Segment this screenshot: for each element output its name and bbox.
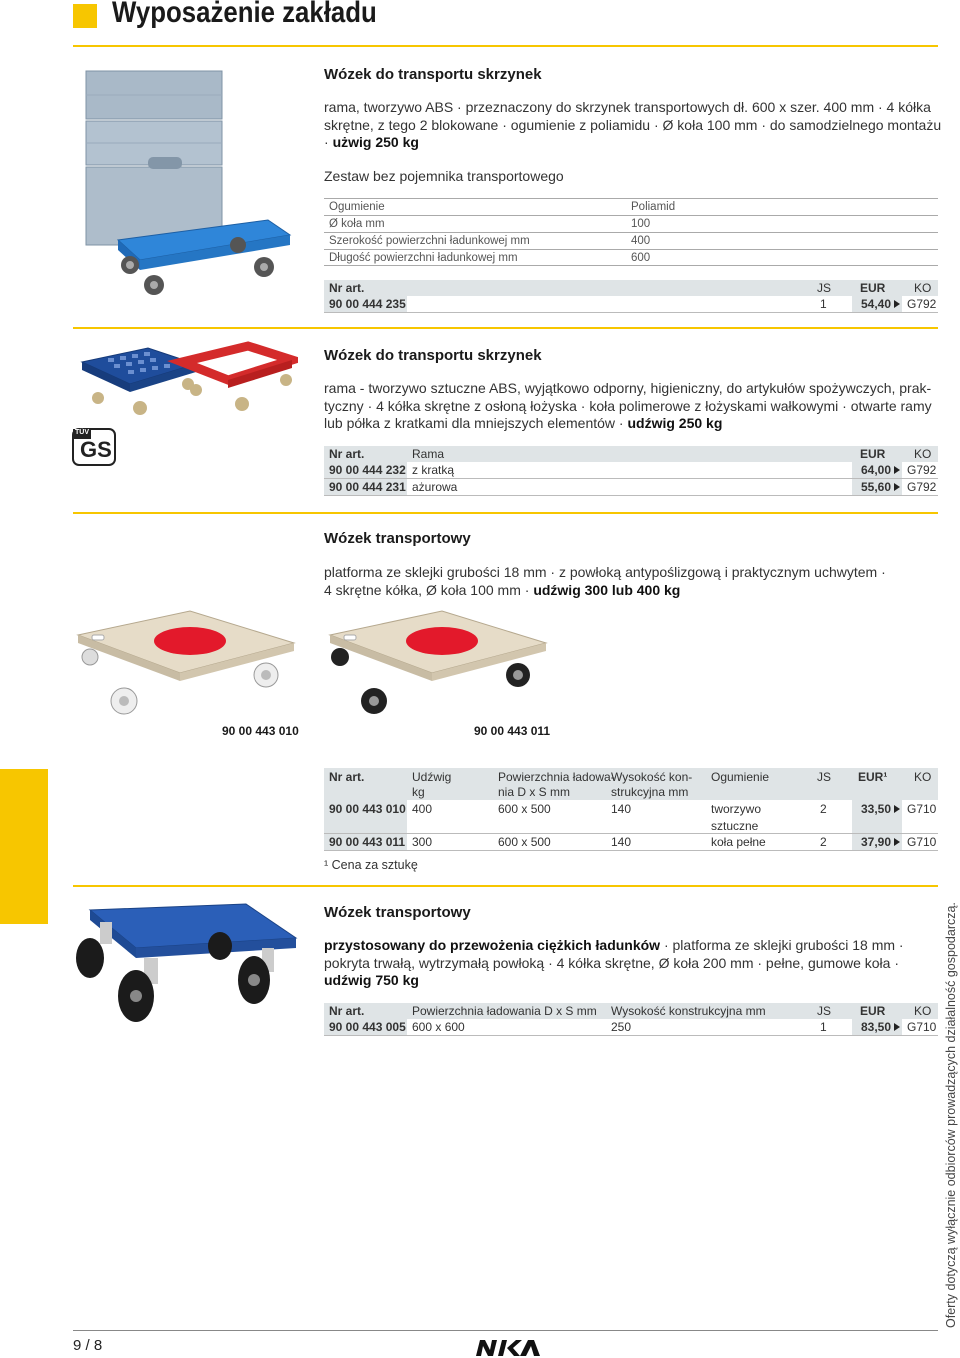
table-header bbox=[324, 280, 938, 296]
load-capacity: użwig 250 kg bbox=[332, 134, 419, 150]
desc-text: 4 skrętne kółka, Ø koła 100 mm · bbox=[324, 581, 534, 598]
desc-highlight: przystosowany do przewożenia ciężkich ładunków bbox=[324, 937, 661, 953]
js-value: 1 bbox=[820, 1020, 827, 1034]
table-header bbox=[324, 768, 938, 800]
col-ko: KO bbox=[914, 281, 932, 295]
price bbox=[861, 463, 900, 477]
wysokosc-value: 250 bbox=[611, 1020, 632, 1034]
js-value: 2 bbox=[820, 835, 827, 849]
price-value: 33,50 bbox=[861, 802, 892, 816]
desc-line bbox=[324, 582, 944, 600]
price bbox=[861, 802, 900, 816]
table-row bbox=[324, 834, 938, 851]
article-number: 90 00 444 232 bbox=[329, 463, 406, 477]
article-number: 90 00 444 231 bbox=[329, 480, 406, 494]
crate-dolly-image bbox=[78, 65, 298, 300]
section-title: Wózek transportowy bbox=[324, 904, 471, 921]
spec-value: 600 bbox=[631, 251, 651, 264]
col-wysokosc: Wysokość konstrukcyjna mm bbox=[611, 1004, 766, 1018]
abs-dollies-image bbox=[78, 340, 298, 420]
brand-logo bbox=[476, 1338, 540, 1358]
spec-label: Szerokość powierzchni ładunkowej mm bbox=[329, 235, 530, 247]
desc-text: · bbox=[324, 134, 333, 150]
spec-row bbox=[324, 198, 938, 215]
footer-divider bbox=[73, 1330, 938, 1331]
powierzchnia-value: 600 x 600 bbox=[412, 1020, 465, 1034]
col-art: Nr art. bbox=[329, 770, 365, 784]
ogumienie-value: sztuczne bbox=[711, 819, 759, 833]
spec-value: 400 bbox=[631, 235, 651, 247]
section-title: Wózek transportowy bbox=[324, 530, 471, 547]
article-number: 90 00 444 235 bbox=[329, 297, 406, 311]
col-wysokosc: Wysokość kon- bbox=[611, 770, 693, 784]
desc-line: platforma ze sklejki grubości 18 mm · z powłoką antypoślizgową i praktycznym uchwytem · bbox=[324, 564, 886, 580]
arrow-right-icon bbox=[894, 1023, 900, 1031]
tuv-gs-badge bbox=[72, 428, 116, 466]
ko-code: G710 bbox=[907, 802, 937, 816]
col-udzwig: Udźwig bbox=[412, 770, 452, 784]
spec-label: Długość powierzchni ładunkowej mm bbox=[329, 251, 518, 264]
plywood-dolly-image bbox=[70, 605, 302, 720]
table-header bbox=[324, 446, 938, 462]
price-table bbox=[324, 1003, 938, 1036]
footnote: ¹ Cena za sztukę bbox=[324, 858, 418, 872]
col-powierzchnia: Powierzchnia ładowa- bbox=[498, 770, 615, 784]
arrow-right-icon bbox=[894, 805, 900, 813]
spec-label: Ø koła mm bbox=[329, 218, 385, 230]
page-title: Wyposażenie zakładu bbox=[112, 0, 377, 29]
header-accent-square bbox=[73, 4, 97, 28]
price-value: 54,40 bbox=[861, 297, 892, 311]
desc-line: tyczny · 4 kółka skrętne z osłoną łożyska · koła polimerowe z łożyskami wałkowymi · otwarte ramy bbox=[324, 397, 932, 414]
set-note: Zestaw bez pojemnika transportowego bbox=[324, 168, 564, 184]
powierzchnia-value: 600 x 500 bbox=[498, 835, 551, 849]
price-table bbox=[324, 768, 938, 851]
load-capacity: udźwig 300 lub 400 kg bbox=[533, 581, 681, 598]
badge-text: GS bbox=[80, 437, 112, 462]
table-row bbox=[324, 462, 938, 479]
ko-code: G710 bbox=[907, 835, 937, 849]
js-value: 1 bbox=[820, 297, 827, 311]
arrow-right-icon bbox=[894, 466, 900, 474]
col-js: JS bbox=[817, 770, 832, 784]
article-number: 90 00 443 005 bbox=[329, 1020, 406, 1034]
js-value: 2 bbox=[820, 802, 827, 816]
price-value: 64,00 bbox=[861, 463, 892, 477]
section-divider bbox=[73, 512, 938, 514]
page-number: 9 / 8 bbox=[73, 1337, 103, 1354]
spec-table bbox=[324, 198, 938, 266]
ogumienie-value: tworzywo bbox=[711, 802, 762, 816]
price-value: 55,60 bbox=[861, 480, 892, 494]
spec-row bbox=[324, 232, 938, 249]
desc-text: · platforma ze sklejki grubości 18 mm · bbox=[660, 937, 904, 953]
price-value: 83,50 bbox=[861, 1020, 892, 1034]
desc-line bbox=[324, 937, 944, 955]
col-art: Nr art. bbox=[329, 447, 365, 461]
section-divider bbox=[73, 885, 938, 887]
col-powierzchnia: Powierzchnia ładowania D x S mm bbox=[412, 1004, 597, 1018]
col-ogumienie: Ogumienie bbox=[711, 770, 770, 784]
col-eur: EUR bbox=[860, 447, 886, 461]
heavy-dolly-image bbox=[70, 900, 302, 1030]
price-table bbox=[324, 446, 938, 496]
ko-code: G792 bbox=[907, 480, 937, 494]
spec-value: Poliamid bbox=[631, 201, 676, 213]
col-ko: KO bbox=[914, 1004, 932, 1018]
col-ko: KO bbox=[914, 447, 932, 461]
desc-line: rama - tworzywo sztuczne ABS, wyjątkowo odporny, higieniczny, do artykułów spożywczych, prak- bbox=[324, 380, 932, 396]
image-article-label: 90 00 443 010 bbox=[222, 724, 299, 738]
ko-code: G710 bbox=[907, 1020, 937, 1034]
table-row bbox=[324, 296, 938, 313]
powierzchnia-value: 600 x 500 bbox=[498, 802, 551, 816]
load-capacity: udźwig 250 kg bbox=[627, 415, 723, 431]
desc-line: rama, tworzywo ABS · przeznaczony do skrzynek transportowych dł. 600 x szer. 400 mm · 4 kółka bbox=[324, 99, 931, 115]
arrow-right-icon bbox=[894, 483, 900, 491]
ko-code: G792 bbox=[907, 463, 937, 477]
chapter-tab bbox=[0, 769, 48, 924]
price bbox=[861, 480, 900, 494]
section-divider bbox=[73, 327, 938, 329]
section-description bbox=[324, 564, 944, 599]
price bbox=[861, 835, 900, 849]
article-number: 90 00 443 010 bbox=[329, 802, 406, 816]
desc-line bbox=[324, 134, 944, 152]
plywood-dolly-rubber-image bbox=[322, 605, 554, 720]
col-wysokosc: strukcyjna mm bbox=[611, 785, 689, 799]
spec-row bbox=[324, 215, 938, 232]
section-title: Wózek do transportu skrzynek bbox=[324, 66, 542, 83]
col-eur: EUR bbox=[860, 281, 886, 295]
table-header bbox=[324, 1003, 938, 1019]
badge-text: TÜV bbox=[75, 429, 89, 436]
ko-code: G792 bbox=[907, 297, 937, 311]
col-ko: KO bbox=[914, 770, 932, 784]
article-number: 90 00 443 011 bbox=[329, 835, 406, 849]
price-table bbox=[324, 280, 938, 313]
col-art: Nr art. bbox=[329, 281, 365, 295]
col-eur: EUR bbox=[860, 1004, 886, 1018]
section-description bbox=[324, 937, 944, 990]
section-divider bbox=[73, 45, 938, 47]
rama-value: ażurowa bbox=[412, 480, 458, 494]
desc-line bbox=[324, 415, 944, 433]
udzwig-value: 400 bbox=[412, 802, 433, 816]
desc-text: lub półka z kratkami dla mniejszych elementów · bbox=[324, 415, 628, 431]
col-eur: EUR¹ bbox=[858, 770, 888, 784]
side-disclaimer: Oferty dotyczą wyłącznie odbiorców prowadzących działalność gospodarczą. bbox=[944, 902, 958, 1328]
spec-value: 100 bbox=[631, 218, 651, 230]
rama-value: z kratką bbox=[412, 463, 455, 477]
desc-line: skrętne, z tego 2 blokowane · ogumienie z poliamidu · Ø koła 100 mm · do samodzielnego montażu bbox=[324, 116, 942, 133]
wysokosc-value: 140 bbox=[611, 802, 632, 816]
arrow-right-icon bbox=[894, 838, 900, 846]
table-row bbox=[324, 479, 938, 496]
desc-line: pokryta trwałą, wytrzymałą powłoką · 4 kółka skrętne, Ø koła 200 mm · pełne, gumowe koła · bbox=[324, 954, 900, 971]
price-value: 37,90 bbox=[861, 835, 892, 849]
ogumienie-value: koła pełne bbox=[711, 835, 766, 849]
col-udzwig: kg bbox=[412, 785, 425, 799]
section-description bbox=[324, 99, 944, 152]
col-art: Nr art. bbox=[329, 1004, 365, 1018]
spec-row bbox=[324, 249, 938, 266]
section-title: Wózek do transportu skrzynek bbox=[324, 347, 542, 364]
desc-line bbox=[324, 972, 944, 990]
section-description bbox=[324, 380, 944, 433]
col-js: JS bbox=[817, 1004, 832, 1018]
price bbox=[861, 297, 900, 311]
col-powierzchnia: nia D x S mm bbox=[498, 785, 571, 799]
col-js: JS bbox=[817, 281, 832, 295]
spec-label: Ogumienie bbox=[329, 201, 385, 213]
load-capacity: udźwig 750 kg bbox=[324, 972, 419, 988]
price bbox=[861, 1020, 900, 1034]
udzwig-value: 300 bbox=[412, 835, 433, 849]
wysokosc-value: 140 bbox=[611, 835, 632, 849]
image-article-label: 90 00 443 011 bbox=[474, 724, 551, 738]
arrow-right-icon bbox=[894, 300, 900, 308]
table-row bbox=[324, 800, 938, 834]
col-rama: Rama bbox=[412, 447, 445, 461]
table-row bbox=[324, 1019, 938, 1036]
